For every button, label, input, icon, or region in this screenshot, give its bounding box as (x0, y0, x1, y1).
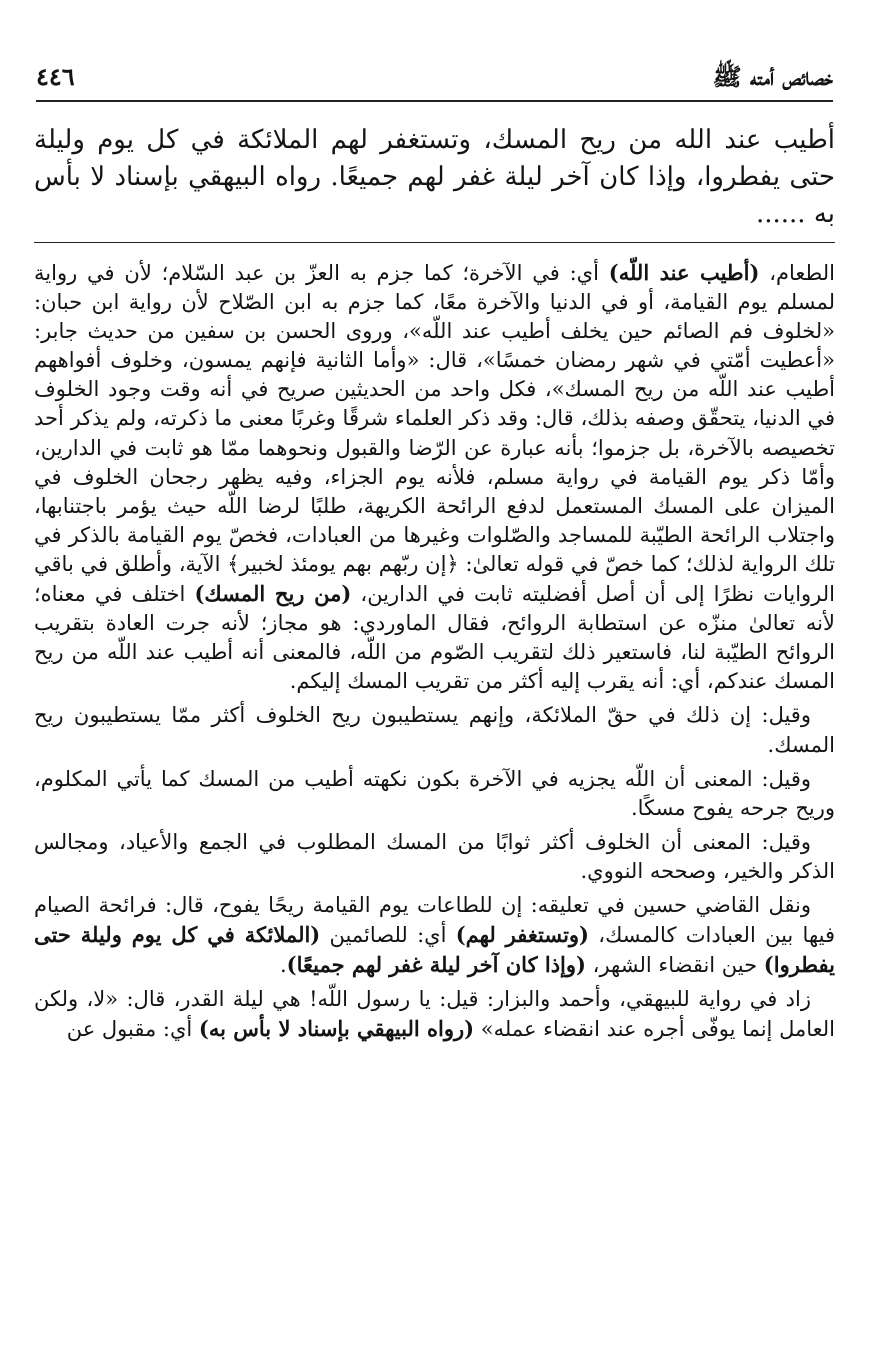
quoted-phrase: (أطيب عند اللّه) (608, 260, 760, 285)
running-title: خصائص أمته ﷺ (712, 62, 833, 91)
quoted-phrase: (الملائكة في كل يوم وليلة حتى يفطروا) (34, 922, 835, 978)
text-run: أي: للصائمين (320, 923, 456, 948)
hadith-paragraph: أطيب عند الله من ريح المسك، وتستغفر لهم الملائكة في كل يوم وليلة حتى يفطروا، وإذا كان آخر ليلة غفر لهم جميعًا. رواه البيهقي بإسناد لا بأس به ...... (34, 125, 835, 229)
text-run: ونقل القاضي حسين في تعليقه: إن للطاعات يوم القيامة ريحًا يفوح، قال: فرائحة الصيام فيها بين العبادات كالمسك، (34, 892, 835, 948)
text-run: الطعام، (759, 261, 835, 285)
text-run: . (279, 953, 287, 978)
page-header (36, 60, 833, 94)
footnote-separator (34, 242, 835, 243)
commentary-paragraph-6 (34, 985, 835, 1044)
commentary-paragraph-1 (34, 258, 835, 696)
text-run: اختلف في معناه؛ لأنه تعالىٰ منزّه عن استطابة الروائح، فقال الماوردي: هو مجاز؛ لأنه جرت العادة بتقريب الروائح الطيّبة لنا، فاستعير ذلك لتقريب الصّوم من اللّه، فالمعنى أنه أطيب عند اللّه من ريح المسك عندكم، أي: أنه يقرب إليه أكثر من تقريب المسك إليكم. (34, 582, 835, 694)
quoted-phrase: (وإذا كان آخر ليلة غفر لهم جميعًا) (286, 952, 586, 978)
header-rule (36, 100, 833, 102)
text-run: أي: في الآخرة؛ كما جزم به العزّ بن عبد السّلام؛ لأن في رواية لمسلم يوم القيامة، أو في الدنيا والآخرة معًا، كما جزم به ابن الصّلاح لأن رواية ابن حبان: «لخلوف فم الصائم حين يخلف أطيب عند اللّه»، وروى الحسن بن سفين من حديث جابر: «أعطيت أمّتي في شهر رمضان خمسًا»، قال: «وأما الثانية فإنهم يمسون، وخلوف أفواههم أطيب عند اللّه من ريح المسك»، فكل واحد من الحديثين صريح في أنه وقت وجود الخلوف في الدنيا، يتحقّق وصفه بذلك، قال: وقد ذكر العلماء شرقًا وغربًا معنى ما ذكرته، ولم يذكر أحد تخصيصه بالآخرة، بل جزموا؛ بأنه عبارة عن الرّضا والقبول ونحوهما ممّا هو ثابت في الدارين، وأمّا ذكر يوم القيامة في رواية مسلم، فلأنه يوم الجزاء، وفيه يظهر رجحان الخلوف في الميزان على المسك المستعمل لدفع الرائحة الكريهة، طلبًا لرضا اللّه حيث يؤمر باجتنابها، واجتلاب الرائحة الطيّبة للمساجد والصّلوات وغيرها من العبادات، فخصّ يوم القيامة بالذكر في تلك الرواية لذلك؛ كما خصّ في قوله تعالىٰ: ﴿إن ربّهم بهم يومئذ لخبير﴾ الآية، وأطلق في باقي الروايات نظرًا إلى أن أصل أفضليته ثابت في الدارين، (34, 261, 835, 607)
page-number: ٤٤٦ (36, 62, 75, 91)
quoted-phrase: (من ريح المسك) (194, 581, 352, 607)
text-run: زاد في رواية للبيهقي، وأحمد والبزار: قيل: يا رسول اللّه! هي ليلة القدر، قال: «لا، ولكن العامل إنما يوفّى أجره عند انقضاء عمله» (34, 987, 835, 1042)
text-run: أي: مقبول عن (66, 1017, 199, 1042)
hadith-text-block (34, 122, 835, 233)
commentary-paragraph-5 (34, 891, 835, 980)
commentary-paragraph-4: وقيل: المعنى أن الخلوف أكثر ثوابًا من المسك المطلوب في الجمع والأعياد، ومجالس الذكر والخير، وصححه النووي. (34, 829, 835, 883)
text-run: حين انقضاء الشهر، (585, 953, 764, 978)
commentary-paragraph-3: وقيل: المعنى أن اللّه يجزيه في الآخرة بكون نكهته أطيب من المسك كما يأتي المكلوم، وريح جرحه يفوح مسكًا. (34, 766, 835, 820)
quoted-phrase: (وتستغفر لهم) (455, 922, 589, 948)
quoted-phrase: (رواه البيهقي بإسناد لا بأس به) (198, 1016, 475, 1042)
commentary-paragraph-2: وقيل: إن ذلك في حقّ الملائكة، وإنهم يستطيبون ريح الخلوف أكثر ممّا يستطيبون ريح المسك. (34, 703, 835, 757)
commentary-block (34, 258, 835, 1049)
